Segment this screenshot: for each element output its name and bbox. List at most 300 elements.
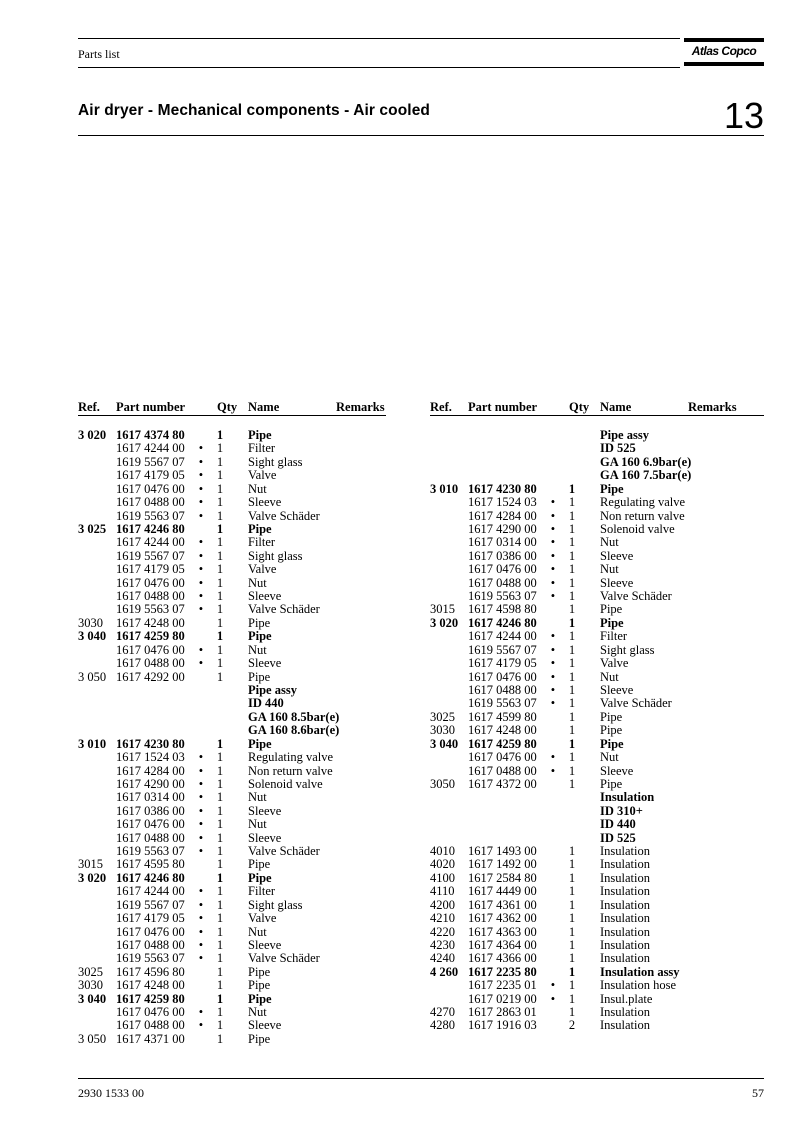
cell-name: Valve Schäder: [248, 602, 320, 617]
cell-qty: 1: [568, 495, 576, 510]
cell-dot: •: [550, 548, 556, 563]
cell-qty: 1: [216, 776, 224, 791]
table-row: [430, 469, 730, 482]
cell-name: Sleeve: [600, 575, 634, 590]
cell-ref: 4010: [430, 844, 455, 859]
cell-part: 1617 4372 00: [468, 776, 537, 791]
table-row: [78, 510, 378, 523]
cell-name: Valve Schäder: [600, 589, 672, 604]
cell-dot: •: [550, 562, 556, 577]
cell-part: 1619 5567 07: [116, 897, 185, 912]
cell-dot: •: [198, 790, 204, 805]
table-row: [78, 590, 378, 603]
cell-part: 1617 2235 80: [468, 964, 537, 979]
table-row: [430, 456, 730, 469]
cell-part: 1617 2584 80: [468, 870, 537, 885]
cell-part: 1617 4361 00: [468, 897, 537, 912]
cell-name: Pipe: [248, 669, 271, 684]
cell-ref: 3050: [430, 776, 455, 791]
cell-qty: 1: [568, 589, 576, 604]
cell-name: Pipe: [248, 428, 272, 442]
left-header-qty: Qty: [217, 400, 238, 414]
cell-qty: 1: [216, 575, 224, 590]
cell-part: 1617 4246 80: [468, 615, 537, 630]
table-row: [78, 899, 378, 912]
cell-dot: •: [198, 897, 204, 912]
cell-ref: 3 050: [78, 669, 107, 684]
table-row: [430, 926, 730, 939]
cell-dot: •: [198, 803, 204, 818]
cell-qty: 1: [216, 548, 224, 563]
cell-part: 1617 4244 00: [116, 884, 185, 899]
cell-name: GA 160 8.6bar(e): [248, 723, 340, 738]
cell-qty: 1: [568, 669, 576, 684]
cell-dot: •: [550, 629, 556, 644]
cell-name: GA 160 8.5bar(e): [248, 709, 340, 724]
table-row: [430, 496, 730, 509]
cell-part: 1617 4179 05: [468, 656, 537, 671]
cell-part: 1617 0488 00: [116, 830, 185, 845]
cell-dot: •: [198, 750, 204, 765]
atlas-copco-logo: [684, 38, 764, 66]
table-row: [430, 885, 730, 898]
cell-part: 1617 0476 00: [116, 924, 185, 939]
cell-part: 1617 4449 00: [468, 884, 537, 899]
cell-dot: •: [198, 937, 204, 952]
table-row: [78, 456, 378, 469]
cell-part: 1617 4371 00: [116, 1031, 185, 1046]
cell-qty: 1: [216, 481, 224, 496]
table-row: [78, 912, 378, 925]
cell-ref: 3030: [430, 723, 455, 738]
table-row: [78, 805, 378, 818]
table-row: [78, 858, 378, 871]
cell-name: Sleeve: [600, 548, 634, 563]
table-row: [78, 818, 378, 831]
cell-name: Regulating valve: [600, 495, 686, 510]
cell-dot: •: [198, 911, 204, 926]
cell-part: 1617 0488 00: [116, 656, 185, 671]
cell-dot: •: [198, 924, 204, 939]
cell-name: Nut: [248, 642, 267, 657]
cell-ref: 3015: [430, 602, 455, 617]
cell-qty: 1: [216, 1031, 224, 1046]
cell-dot: •: [550, 750, 556, 765]
cell-ref: 3025: [430, 709, 455, 724]
cell-name: Insulation: [600, 937, 650, 952]
cell-part: 1617 1524 03: [116, 750, 185, 765]
cell-dot: •: [198, 602, 204, 617]
cell-dot: •: [198, 642, 204, 657]
table-row: [430, 617, 730, 630]
cell-name: Filter: [248, 441, 276, 456]
cell-name: Filter: [600, 629, 628, 644]
cell-part: 1619 5563 07: [116, 508, 185, 523]
cell-part: 1617 0314 00: [116, 790, 185, 805]
table-row: [430, 577, 730, 590]
table-row: [430, 765, 730, 778]
table-row: [430, 603, 730, 616]
cell-qty: 1: [568, 870, 576, 885]
cell-qty: 1: [216, 763, 224, 778]
cell-name: Nut: [248, 575, 267, 590]
cell-qty: 1: [568, 1005, 576, 1020]
table-row: [430, 751, 730, 764]
cell-dot: •: [550, 978, 556, 993]
table-row: [78, 577, 378, 590]
cell-qty: 1: [216, 1005, 224, 1020]
cell-qty: 1: [216, 964, 224, 979]
cell-qty: 1: [216, 750, 224, 765]
cell-dot: •: [198, 776, 204, 791]
cell-name: Insulation: [600, 844, 650, 859]
table-row: [78, 657, 378, 670]
right-header-name: Name: [600, 400, 632, 414]
cell-qty: 1: [568, 750, 576, 765]
table-row: [430, 711, 730, 724]
header-section-label: Parts list: [78, 47, 120, 61]
footer-page-number: 57: [752, 1086, 764, 1100]
cell-name: Valve Schäder: [248, 844, 320, 859]
table-row: [430, 939, 730, 952]
table-row: [78, 778, 378, 791]
table-row: [78, 550, 378, 563]
cell-qty: 1: [568, 709, 576, 724]
header-bottom-rule: [78, 67, 680, 68]
cell-part: 1617 2863 01: [468, 1005, 537, 1020]
table-row: [78, 603, 378, 616]
cell-name: ID 440: [248, 696, 284, 711]
cell-ref: 3 010: [430, 481, 459, 496]
table-row: [430, 993, 730, 1006]
cell-dot: •: [198, 562, 204, 577]
cell-name: Valve: [248, 468, 277, 483]
cell-dot: •: [550, 642, 556, 657]
cell-dot: •: [198, 508, 204, 523]
cell-part: 1617 4179 05: [116, 911, 185, 926]
cell-qty: 1: [216, 508, 224, 523]
cell-ref: 4110: [430, 884, 455, 899]
cell-part: 1617 4259 80: [468, 736, 537, 751]
cell-qty: 1: [216, 441, 224, 456]
table-row: [78, 724, 378, 737]
table-row: [430, 523, 730, 536]
cell-qty: 1: [568, 642, 576, 657]
cell-part: 1619 5563 07: [468, 696, 537, 711]
cell-dot: •: [550, 656, 556, 671]
cell-part: 1617 4259 80: [116, 629, 185, 644]
cell-name: Pipe: [248, 1031, 271, 1046]
cell-name: Pipe: [248, 991, 272, 1006]
cell-part: 1617 1916 03: [468, 1018, 537, 1033]
table-row: [430, 1019, 730, 1032]
cell-ref: 3 040: [78, 629, 107, 644]
cell-part: 1617 4230 80: [116, 736, 185, 751]
cell-part: 1619 5563 07: [116, 951, 185, 966]
cell-part: 1617 4595 80: [116, 857, 185, 872]
table-row: [430, 845, 730, 858]
cell-name: Nut: [600, 669, 619, 684]
cell-name: Pipe: [248, 521, 272, 536]
table-row: [430, 657, 730, 670]
cell-dot: •: [198, 817, 204, 832]
table-row: [78, 872, 378, 885]
cell-part: 1617 0488 00: [116, 1018, 185, 1033]
cell-ref: 3 010: [78, 736, 107, 751]
cell-name: ID 525: [600, 441, 636, 456]
cell-name: Pipe: [248, 736, 272, 751]
cell-name: Insulation: [600, 951, 650, 966]
left-header-part-number: Part number: [116, 400, 186, 414]
cell-part: 1617 0476 00: [116, 642, 185, 657]
left-header-ref: Ref.: [78, 400, 100, 414]
cell-name: Pipe: [600, 481, 624, 496]
cell-dot: •: [198, 548, 204, 563]
table-row: [78, 684, 378, 697]
table-row: [78, 429, 378, 442]
cell-name: Pipe: [248, 857, 271, 872]
cell-part: 1617 4366 00: [468, 951, 537, 966]
cell-part: 1617 0386 00: [116, 803, 185, 818]
cell-name: Filter: [248, 884, 276, 899]
table-row: [430, 979, 730, 992]
cell-ref: 3030: [78, 978, 103, 993]
table-row: [430, 818, 730, 831]
cell-part: 1619 5563 07: [116, 602, 185, 617]
cell-qty: 1: [568, 924, 576, 939]
cell-qty: 1: [568, 615, 576, 630]
cell-name: Filter: [248, 535, 276, 550]
cell-part: 1617 4248 00: [116, 978, 185, 993]
cell-dot: •: [550, 682, 556, 697]
table-row: [430, 684, 730, 697]
cell-part: 1617 4230 80: [468, 481, 537, 496]
cell-qty: 1: [216, 642, 224, 657]
cell-part: 1619 5567 07: [468, 642, 537, 657]
cell-qty: 1: [216, 1018, 224, 1033]
table-row: [430, 858, 730, 871]
cell-name: Pipe: [248, 615, 271, 630]
table-row: [430, 563, 730, 576]
cell-dot: •: [550, 495, 556, 510]
cell-name: Sight glass: [600, 642, 655, 657]
cell-name: Sight glass: [248, 454, 303, 469]
cell-name: Insulation: [600, 897, 650, 912]
table-row: [78, 952, 378, 965]
cell-name: Insulation: [600, 1018, 650, 1033]
table-row: [430, 738, 730, 751]
table-row: [430, 483, 730, 496]
cell-ref: 3 020: [430, 615, 459, 630]
cell-dot: •: [550, 521, 556, 536]
right-header-remarks: Remarks: [688, 400, 737, 414]
cell-part: 1617 4596 80: [116, 964, 185, 979]
cell-qty: 1: [568, 548, 576, 563]
logo-text: Atlas Copco: [691, 44, 757, 58]
cell-name: Nut: [600, 562, 619, 577]
cell-part: 1617 4599 80: [468, 709, 537, 724]
table-row: [78, 1033, 378, 1046]
table-row: [430, 1006, 730, 1019]
cell-dot: •: [198, 884, 204, 899]
cell-qty: 1: [568, 575, 576, 590]
table-row: [78, 751, 378, 764]
cell-qty: 1: [216, 844, 224, 859]
cell-qty: 1: [568, 736, 576, 751]
table-row: [78, 1019, 378, 1032]
cell-name: Insulation: [600, 924, 650, 939]
cell-name: Sleeve: [600, 682, 634, 697]
cell-qty: 1: [216, 615, 224, 630]
cell-qty: 1: [568, 937, 576, 952]
cell-qty: 1: [568, 911, 576, 926]
cell-ref: 4220: [430, 924, 455, 939]
cell-qty: 1: [216, 428, 224, 442]
table-row: [78, 617, 378, 630]
table-row: [430, 966, 730, 979]
cell-name: Sleeve: [600, 763, 634, 778]
table-row: [78, 966, 378, 979]
cell-qty: 1: [568, 776, 576, 791]
cell-name: Insulation assy: [600, 964, 680, 979]
table-row: [78, 885, 378, 898]
cell-name: Nut: [248, 790, 267, 805]
table-row: [78, 939, 378, 952]
cell-part: 1617 4364 00: [468, 937, 537, 952]
cell-part: 1617 0476 00: [116, 1005, 185, 1020]
cell-name: Pipe assy: [600, 428, 649, 442]
cell-qty: 1: [568, 696, 576, 711]
cell-name: Sleeve: [248, 1018, 282, 1033]
cell-name: Pipe: [248, 870, 272, 885]
header-top-rule: [78, 38, 680, 39]
cell-qty: 1: [216, 669, 224, 684]
table-row: [78, 738, 378, 751]
cell-qty: 1: [216, 602, 224, 617]
table-row: [78, 536, 378, 549]
table-row: [78, 832, 378, 845]
cell-part: 1617 4363 00: [468, 924, 537, 939]
cell-part: 1617 0488 00: [468, 575, 537, 590]
table-row: [430, 791, 730, 804]
table-row: [78, 765, 378, 778]
cell-dot: •: [198, 656, 204, 671]
cell-ref: 3 025: [78, 521, 107, 536]
cell-qty: 1: [216, 817, 224, 832]
cell-dot: •: [198, 441, 204, 456]
cell-dot: •: [550, 589, 556, 604]
cell-ref: 3 050: [78, 1031, 107, 1046]
cell-part: 1619 5567 07: [116, 454, 185, 469]
cell-ref: 4210: [430, 911, 455, 926]
cell-qty: 1: [216, 589, 224, 604]
cell-qty: 1: [216, 937, 224, 952]
cell-dot: •: [550, 669, 556, 684]
cell-ref: 3 020: [78, 428, 107, 442]
cell-ref: 4280: [430, 1018, 455, 1033]
cell-qty: 1: [216, 736, 224, 751]
cell-part: 1617 0488 00: [116, 589, 185, 604]
cell-qty: 2: [568, 1018, 576, 1033]
cell-name: Sleeve: [248, 495, 282, 510]
cell-name: Nut: [248, 1005, 267, 1020]
table-row: [430, 442, 730, 455]
cell-name: Pipe: [600, 709, 623, 724]
cell-dot: •: [550, 575, 556, 590]
left-header-rule: [78, 415, 386, 416]
cell-part: 1617 0488 00: [468, 763, 537, 778]
cell-dot: •: [198, 481, 204, 496]
cell-qty: 1: [216, 803, 224, 818]
table-row: [78, 496, 378, 509]
cell-qty: 1: [568, 951, 576, 966]
cell-part: 1617 4244 00: [116, 535, 185, 550]
cell-name: Valve Schäder: [600, 696, 672, 711]
cell-qty: 1: [216, 978, 224, 993]
right-header-ref: Ref.: [430, 400, 452, 414]
table-row: [78, 442, 378, 455]
cell-dot: •: [198, 575, 204, 590]
footer-doc-number: 2930 1533 00: [78, 1086, 144, 1100]
cell-name: Pipe: [248, 964, 271, 979]
cell-dot: •: [198, 468, 204, 483]
table-row: [430, 644, 730, 657]
cell-name: Nut: [248, 924, 267, 939]
table-row: [78, 993, 378, 1006]
cell-part: 1619 5567 07: [116, 548, 185, 563]
table-row: [430, 724, 730, 737]
cell-name: Sleeve: [248, 656, 282, 671]
cell-part: 1617 0476 00: [116, 575, 185, 590]
cell-dot: •: [550, 991, 556, 1006]
cell-part: 1617 1524 03: [468, 495, 537, 510]
cell-name: Pipe assy: [248, 682, 297, 697]
cell-name: Solenoid valve: [248, 776, 323, 791]
cell-part: 1617 0488 00: [116, 495, 185, 510]
right-header-qty: Qty: [569, 400, 590, 414]
cell-ref: 4200: [430, 897, 455, 912]
cell-part: 1617 4290 00: [468, 521, 537, 536]
cell-part: 1617 4244 00: [116, 441, 185, 456]
table-row: [78, 630, 378, 643]
table-row: [430, 536, 730, 549]
cell-dot: •: [550, 508, 556, 523]
cell-name: Nut: [248, 481, 267, 496]
cell-name: Insulation hose: [600, 978, 677, 993]
cell-dot: •: [198, 763, 204, 778]
cell-name: Insulation: [600, 790, 655, 805]
cell-name: Insulation: [600, 1005, 650, 1020]
cell-qty: 1: [216, 495, 224, 510]
cell-part: 1619 5563 07: [468, 589, 537, 604]
cell-dot: •: [550, 535, 556, 550]
cell-part: 1617 0314 00: [468, 535, 537, 550]
cell-qty: 1: [568, 602, 576, 617]
cell-part: 1617 2235 01: [468, 978, 537, 993]
table-row: [78, 791, 378, 804]
cell-ref: 4 260: [430, 964, 459, 979]
cell-qty: 1: [216, 521, 224, 536]
cell-part: 1617 0476 00: [116, 817, 185, 832]
cell-part: 1617 4259 80: [116, 991, 185, 1006]
cell-name: Insul.plate: [600, 991, 653, 1006]
table-row: [78, 644, 378, 657]
left-header-remarks: Remarks: [336, 400, 385, 414]
table-row: [78, 483, 378, 496]
cell-qty: 1: [568, 763, 576, 778]
cell-ref: 4270: [430, 1005, 455, 1020]
cell-name: Insulation: [600, 857, 650, 872]
